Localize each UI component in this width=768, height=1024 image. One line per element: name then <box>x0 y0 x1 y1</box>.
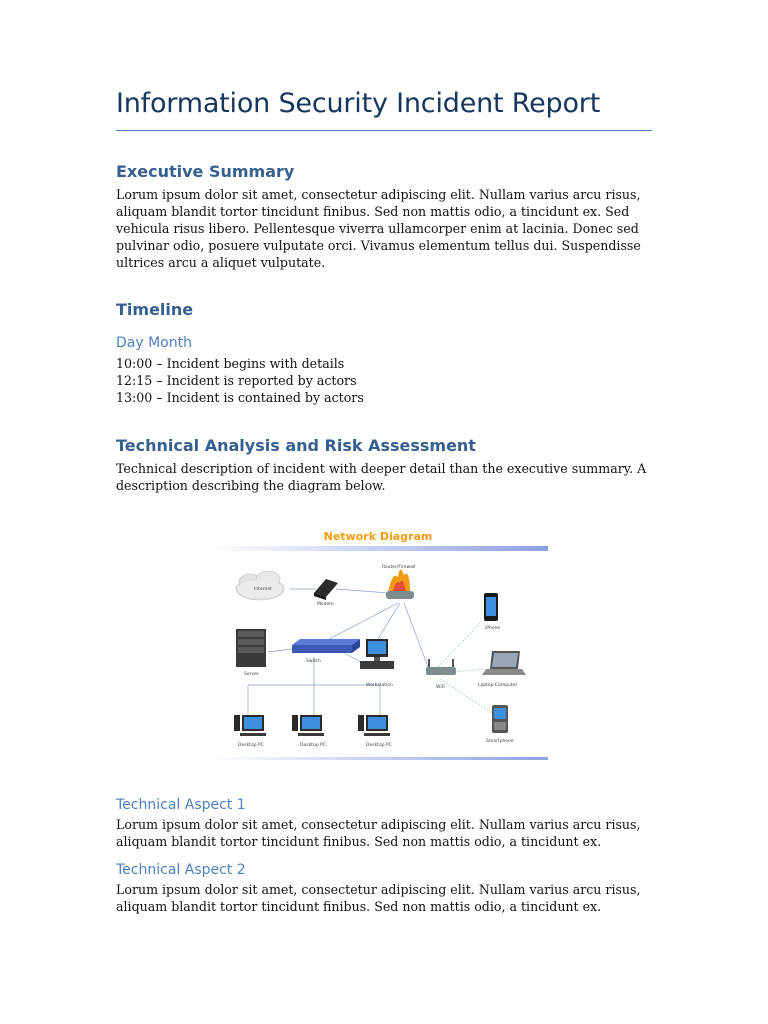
diagram-footer-bar <box>208 757 548 760</box>
desktop-pc-icon <box>292 715 324 736</box>
timeline-entry: 10:00 – Incident begins with details <box>116 356 345 371</box>
workstation-label: Workstation <box>366 683 393 688</box>
desktop-pc-label: Desktop PC <box>238 743 264 748</box>
executive-summary-heading: Executive Summary <box>116 162 295 181</box>
smartphone-label: Smartphone <box>486 739 514 744</box>
switch-label: Switch <box>306 659 321 664</box>
wifi-router-icon <box>426 659 456 675</box>
modem-label: Modem <box>317 602 334 607</box>
technical-analysis-text: Technical description of incident with deeper detail than the executive summary. A description describing the diagram below. <box>116 461 647 493</box>
laptop-icon <box>482 651 526 675</box>
laptop-label: Laptop Computer <box>478 683 518 688</box>
router-label: Router/Firewall <box>382 565 416 570</box>
title-underline <box>116 130 652 131</box>
modem-icon <box>314 579 338 600</box>
aspect-1-text: Lorum ipsum dolor sit amet, consectetur adipiscing elit. Nullam varius arcu risus, aliquam blandit tortor tincidunt finibus. Sed non mattis odio, a tincidunt ex. <box>116 817 641 849</box>
desktop-pc-label: Desktop PC <box>300 743 326 748</box>
executive-summary-text: Lorum ipsum dolor sit amet, consectetur adipiscing elit. Nullam varius arcu risus, aliquam blandit tortor tincidunt finibus. Sed non mattis odio, a tincidunt ex. Sed vehicula risus libero. Pellentesque viverra ullamcorper enim at lacinia. Donec sed pulvinar odio, posuere vulputate orci. Vivamus elementum tellus dui. Suspendisse ultrices arcu a aliquet vulputate. <box>116 187 641 270</box>
network-diagram <box>208 527 548 763</box>
aspect-2-text: Lorum ipsum dolor sit amet, consectetur adipiscing elit. Nullam varius arcu risus, aliquam blandit tortor tincidunt finibus. Sed non mattis odio, a tincidunt ex. <box>116 882 641 914</box>
desktop-pc-icon <box>234 715 266 736</box>
iphone-icon <box>484 593 498 621</box>
switch-icon <box>292 639 360 653</box>
timeline-list-wrapper <box>116 355 656 406</box>
internet-cloud-icon <box>236 571 284 600</box>
timeline-heading: Timeline <box>116 300 194 319</box>
workstation-icon <box>360 639 394 669</box>
internet-label: Internet <box>254 587 272 592</box>
network-diagram-canvas <box>208 527 548 763</box>
desktop-pc-label: Desktop PC <box>366 743 392 748</box>
wifi-label: WiFi <box>436 685 446 690</box>
timeline-list <box>116 355 656 406</box>
smartphone-icon <box>492 705 508 733</box>
aspect-1-heading: Technical Aspect 1 <box>116 797 246 813</box>
network-diagram-title: Network Diagram <box>323 530 433 543</box>
timeline-entry: 13:00 – Incident is contained by actors <box>116 390 364 405</box>
aspect-2-heading: Technical Aspect 2 <box>116 862 246 878</box>
router-firewall-icon <box>386 569 414 599</box>
technical-analysis-heading: Technical Analysis and Risk Assessment <box>116 436 476 455</box>
server-icon <box>236 629 266 667</box>
timeline-subheading: Day Month <box>116 335 192 351</box>
document-title: Information Security Incident Report <box>116 88 601 119</box>
iphone-label: iPhone <box>485 626 501 631</box>
timeline-entry: 12:15 – Incident is reported by actors <box>116 373 357 388</box>
server-label: Server <box>244 672 259 677</box>
desktop-pc-icon <box>358 715 390 736</box>
